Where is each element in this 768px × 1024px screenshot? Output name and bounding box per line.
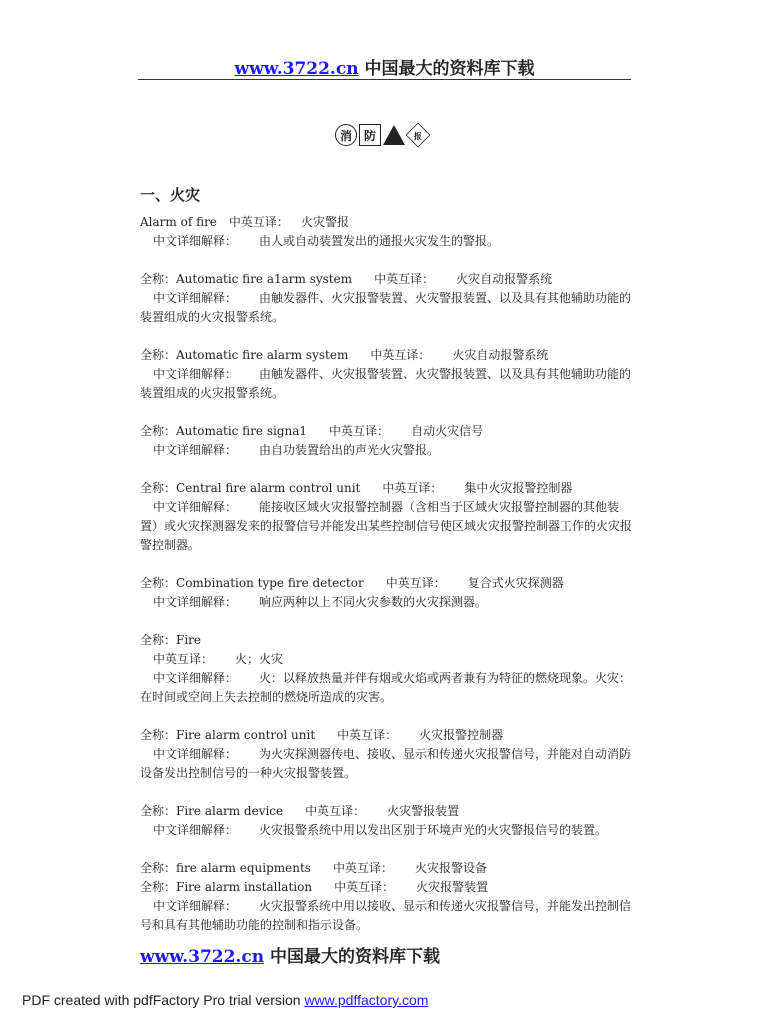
- translation-label: 中英互译：: [382, 481, 443, 495]
- detail-label: 中文详细解释：: [153, 367, 238, 381]
- glossary-content: [140, 213, 632, 954]
- term: Fire alarm control unit: [176, 728, 316, 742]
- footer-link[interactable]: www.3722.cn: [140, 947, 265, 967]
- glossary-entry: [140, 213, 632, 251]
- section-title: 一、火灾: [140, 186, 201, 204]
- glossary-entry: [140, 878, 632, 935]
- detail: 能接收区域火灾报警控制器（含相当于区域火灾报警控制器的其他装置）或火灾探测器发来的报警信号并能发出某些控制信号使区域火灾报警控制器工作的火灾报警控制器。: [140, 500, 633, 552]
- logo-glyph-square-icon: 防: [359, 124, 381, 146]
- detail-label: 中文详细解释：: [153, 234, 238, 248]
- translation-label: 中英互译：: [153, 652, 214, 666]
- translation: 复合式火灾探测器: [467, 576, 564, 590]
- detail-label: 中文详细解释：: [153, 899, 238, 913]
- term-prefix: 全称：: [140, 880, 177, 894]
- glossary-entry: [140, 802, 632, 840]
- translation: 火灾报警装置: [416, 880, 489, 894]
- term: Fire alarm device: [176, 804, 284, 818]
- footer-text: 中国最大的资料库下载: [269, 947, 440, 967]
- detail-label: 中文详细解释：: [153, 291, 238, 305]
- term: Automatic fire alarm system: [176, 348, 349, 362]
- term-prefix: 全称：: [140, 861, 177, 875]
- term: fire alarm equipments: [176, 861, 311, 875]
- term-prefix: 全称：: [140, 348, 177, 362]
- term-prefix: 全称：: [140, 633, 177, 647]
- glossary-entry: [140, 346, 632, 403]
- translation-label: 中英互译：: [370, 348, 431, 362]
- detail: 由人或自动装置发出的通报火灾发生的警报。: [259, 234, 500, 248]
- pdf-creator-note: [22, 992, 428, 1008]
- page-header: [138, 54, 631, 79]
- term-prefix: 全称：: [140, 728, 177, 742]
- detail: 火灾报警系统中用以接收、显示和传递火灾报警信号，并能发出控制信号和具有其他辅助功能的控制和指示设备。: [140, 899, 632, 932]
- pdf-note-link[interactable]: www.pdffactory.com: [304, 992, 429, 1008]
- logo-glyph-circle-icon: 消: [335, 124, 357, 146]
- glossary-entry: [140, 574, 632, 612]
- header-link[interactable]: www.3722.cn: [234, 59, 359, 79]
- translation: 火灾报警设备: [414, 861, 487, 875]
- term-prefix: 全称：: [140, 424, 177, 438]
- glossary-entry: [140, 270, 632, 327]
- term: Fire: [176, 633, 202, 647]
- translation: 自动火灾信号: [411, 424, 484, 438]
- translation: 火灾警报: [300, 215, 349, 229]
- logo-glyph-triangle-icon: [383, 125, 405, 145]
- glossary-entry: [140, 859, 632, 878]
- fire-logo: [335, 123, 435, 147]
- translation-label: 中英互译：: [305, 804, 366, 818]
- footer-ad: [140, 942, 440, 967]
- detail-label: 中文详细解释：: [153, 823, 238, 837]
- detail: 火灾报警系统中用以发出区别于环境声光的火灾警报信号的装置。: [259, 823, 608, 837]
- header-text: 中国最大的资料库下载: [364, 59, 535, 79]
- pdf-note-text: PDF created with pdfFactory Pro trial version: [22, 992, 305, 1008]
- detail: 火：以释放热量并伴有烟或火焰或两者兼有为特征的燃烧现象。火灾：在时间或空间上失去控制的燃烧所造成的灾害。: [140, 671, 632, 704]
- term-prefix: 全称：: [140, 804, 177, 818]
- translation-label: 中英互译：: [332, 861, 393, 875]
- detail-label: 中文详细解释：: [153, 671, 238, 685]
- detail-label: 中文详细解释：: [153, 443, 238, 457]
- logo-glyph-diamond-icon: 报: [406, 123, 431, 148]
- detail-label: 中文详细解释：: [153, 500, 238, 514]
- translation: 集中火灾报警控制器: [464, 481, 573, 495]
- translation-label: 中英互译：: [334, 880, 395, 894]
- detail: 由自功装置给出的声光火灾警报。: [259, 443, 440, 457]
- term: Combination type fire detector: [176, 576, 364, 590]
- translation-label: 中英互译：: [337, 728, 398, 742]
- header-divider: [138, 79, 631, 80]
- translation: 火灾警报装置: [387, 804, 460, 818]
- term: Central fire alarm control unit: [176, 481, 361, 495]
- translation: 火灾自动报警系统: [456, 272, 553, 286]
- translation-label: 中英互译：: [374, 272, 435, 286]
- detail-label: 中文详细解释：: [153, 747, 238, 761]
- glossary-entry: [140, 422, 632, 460]
- detail: 为火灾探测器传电、接收、显示和传递火灾报警信号，并能对自动消防设备发出控制信号的一种火灾报警装置。: [140, 747, 632, 780]
- term-prefix: 全称：: [140, 576, 177, 590]
- translation: 火灾报警控制器: [419, 728, 504, 742]
- term-prefix: 全称：: [140, 481, 177, 495]
- term: Automatic fire a1arm system: [176, 272, 353, 286]
- detail-label: 中文详细解释：: [153, 595, 238, 609]
- translation-label: 中英互译：: [329, 424, 390, 438]
- translation-label: 中英互译：: [385, 576, 446, 590]
- term-prefix: 全称：: [140, 272, 177, 286]
- term: Automatic fire signa1: [176, 424, 308, 438]
- translation: 火灾自动报警系统: [452, 348, 549, 362]
- detail: 响应两种以上不同火灾参数的火灾探测器。: [259, 595, 488, 609]
- translation: 火；火灾: [235, 652, 284, 666]
- glossary-entry: [140, 479, 632, 555]
- term: Alarm of fire: [140, 215, 217, 229]
- glossary-entry: [140, 726, 632, 783]
- translation-label: 中英互译：: [228, 215, 289, 229]
- detail: 由触发器件、火灾报警装置、火灾警报装置、以及具有其他辅助功能的装置组成的火灾报警系统。: [140, 291, 632, 324]
- glossary-entry: [140, 631, 632, 707]
- detail: 由触发器件、火灾报警装置、火灾警报装置、以及具有其他辅助功能的装置组成的火灾报警系统。: [140, 367, 632, 400]
- term: Fire alarm installation: [176, 880, 313, 894]
